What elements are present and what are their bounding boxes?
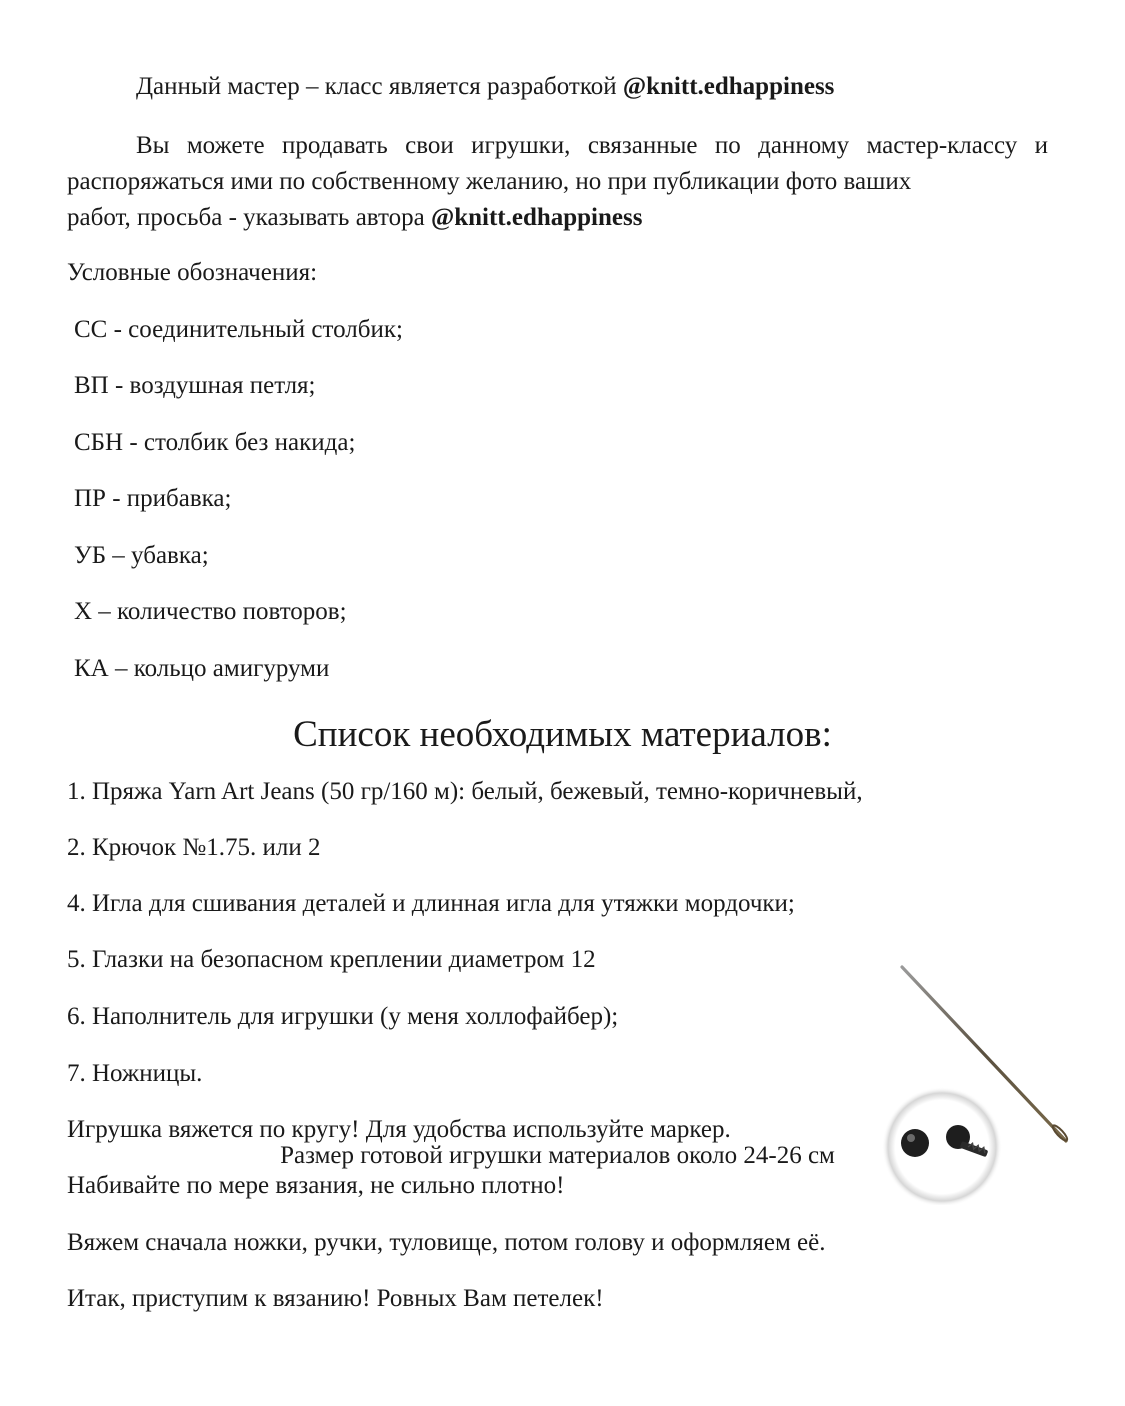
materials-item: 6. Наполнитель для игрушки (у меня холлофайбер);	[67, 1003, 619, 1030]
license-text: Вы можете продавать свои игрушки, связанные по данному мастер-классу и распоряжаться ими по собственному желанию, но при публикации фото ваших	[67, 132, 1048, 195]
intro-text: Данный мастер – класс является разработкой	[136, 73, 623, 100]
license-last-line	[67, 200, 1048, 236]
legend-item: СБН - столбик без накида;	[74, 429, 356, 456]
legend-item: УБ – убавка;	[74, 542, 209, 569]
license-author: @knitt.edhappiness	[430, 204, 643, 231]
legend-item: Х – количество повторов;	[74, 598, 347, 625]
legend-item: ВП - воздушная петля;	[74, 372, 316, 399]
materials-title: Список необходимых материалов:	[293, 714, 832, 755]
materials-item: 1. Пряжа Yarn Art Jeans (50 гр/160 м): белый, бежевый, темно-коричневый,	[67, 778, 863, 805]
note-line: Набивайте по мере вязания, не сильно плотно!	[67, 1172, 565, 1199]
legend-title: Условные обозначения:	[67, 259, 318, 286]
license-paragraph	[67, 128, 1048, 236]
needle-and-eyes-illustration	[870, 955, 1090, 1205]
license-text-end: работ, просьба - указывать автора	[67, 204, 431, 231]
note-line: Игрушка вяжется по кругу! Для удобства используйте маркер.	[67, 1116, 731, 1143]
note-line: Вяжем сначала ножки, ручки, туловище, потом голову и оформляем её.	[67, 1229, 826, 1256]
materials-item: 4. Игла для сшивания деталей и длинная игла для утяжки мордочки;	[67, 890, 795, 917]
note-line: Итак, приступим к вязанию! Ровных Вам петелек!	[67, 1285, 604, 1312]
materials-item: 2. Крючок №1.75. или 2	[67, 834, 321, 861]
safety-eyes-icon	[882, 1087, 1002, 1205]
materials-item: 5. Глазки на безопасном креплении диаметром 12	[67, 946, 596, 973]
footer-size-note: Размер готовой игрушки материалов около 24-26 см	[280, 1142, 835, 1169]
intro-author: @knitt.edhappiness	[622, 73, 835, 100]
materials-item: 7. Ножницы.	[67, 1060, 203, 1087]
legend-item: ПР - прибавка;	[74, 485, 232, 512]
legend-item: КА – кольцо амигуруми	[74, 655, 330, 682]
intro-line	[136, 72, 834, 102]
legend-item: СС - соединительный столбик;	[74, 316, 403, 343]
